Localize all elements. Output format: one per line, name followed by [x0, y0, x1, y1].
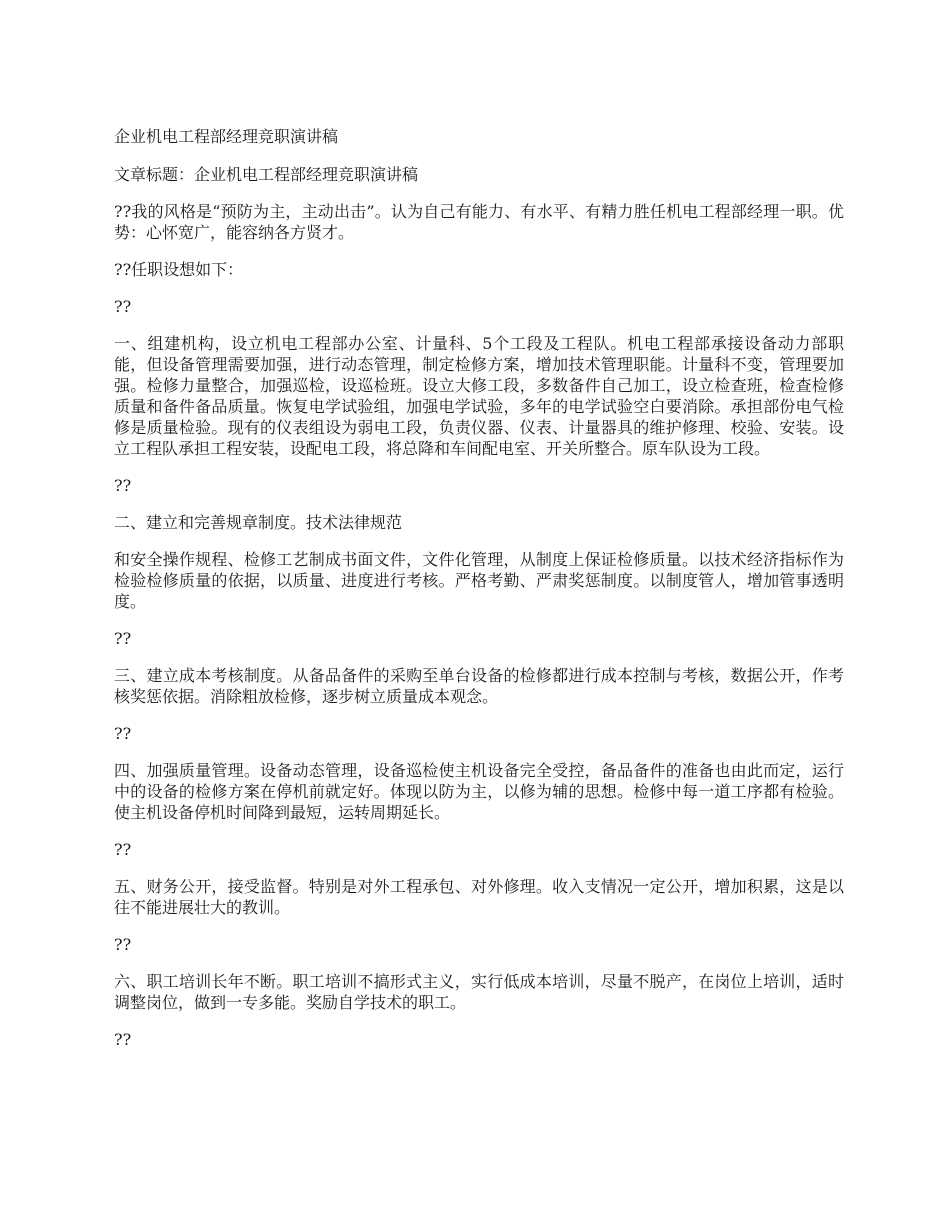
paragraph-section-1: 一、组建机构，设立机电工程部办公室、计量科、5个工段及工程队。机电工程部承接设备动力部职能，但设备管理需要加强，进行动态管理，制定检修方案，增加技术管理职能。计量科不变，管理要加强。检修力量整合，加强巡检，设巡检班。设立大修工段，多数备件自己加工，设立检查班，检查检修质量和备件备品质量。恢复电学试验组，加强电学试验，多年的电学试验空白要消除。承担部份电气检修是质量检验。现有的仪表组设为弱电工段，负责仪器、仪表、计量器具的维护修理、校验、安装。设立工程队承担工程安装，设配电工段，将总降和车间配电室、开关所整合。原车队设为工段。 [114, 334, 844, 458]
article-title: 文章标题：企业机电工程部经理竞职演讲稿 [114, 165, 419, 184]
document-body [114, 126, 844, 1066]
paragraph-separator: ?? [114, 1030, 132, 1049]
document-title: 企业机电工程部经理竞职演讲稿 [114, 127, 339, 146]
paragraph-separator: ?? [114, 297, 132, 316]
paragraph-separator: ?? [114, 724, 132, 743]
paragraph-section-3: 三、建立成本考核制度。从备品备件的采购至单台设备的检修都进行成本控制与考核，数据公开，作考核奖惩依据。消除粗放检修，逐步树立质量成本观念。 [114, 666, 844, 706]
paragraph-separator: ?? [114, 935, 132, 954]
paragraph-section-5: 五、财务公开，接受监督。特别是对外工程承包、对外修理。收入支情况一定公开，增加积累，这是以往不能进展壮大的教训。 [114, 877, 844, 917]
paragraph-separator: ?? [114, 629, 132, 648]
paragraph-separator: ?? [114, 476, 132, 495]
paragraph-section-2-body: 和安全操作规程、检修工艺制成书面文件，文件化管理，从制度上保证检修质量。以技术经济指标作为检验检修质量的依据，以质量、进度进行考核。严格考勤、严肃奖惩制度。以制度管人，增加管事透明度。 [114, 550, 844, 611]
paragraph-plan-heading: ??任职设想如下： [114, 260, 244, 279]
paragraph-section-4: 四、加强质量管理。设备动态管理，设备巡检使主机设备完全受控，备品备件的准备也由此而定，运行中的设备的检修方案在停机前就定好。体现以防为主，以修为辅的思想。检修中每一道工序都有检验。使主机设备停机时间降到最短，运转周期延长。 [114, 761, 844, 822]
paragraph-section-2-heading: 二、建立和完善规章制度。技术法律规范 [114, 513, 403, 532]
paragraph-separator: ?? [114, 840, 132, 859]
paragraph-intro: ??我的风格是“预防为主，主动出击”。认为自己有能力、有水平、有精力胜任机电工程部经理一职。优势：心怀宽广，能容纳各方贤才。 [114, 202, 844, 242]
paragraph-section-6: 六、职工培训长年不断。职工培训不搞形式主义，实行低成本培训，尽量不脱产，在岗位上培训，适时调整岗位，做到一专多能。奖励自学技术的职工。 [114, 972, 844, 1012]
